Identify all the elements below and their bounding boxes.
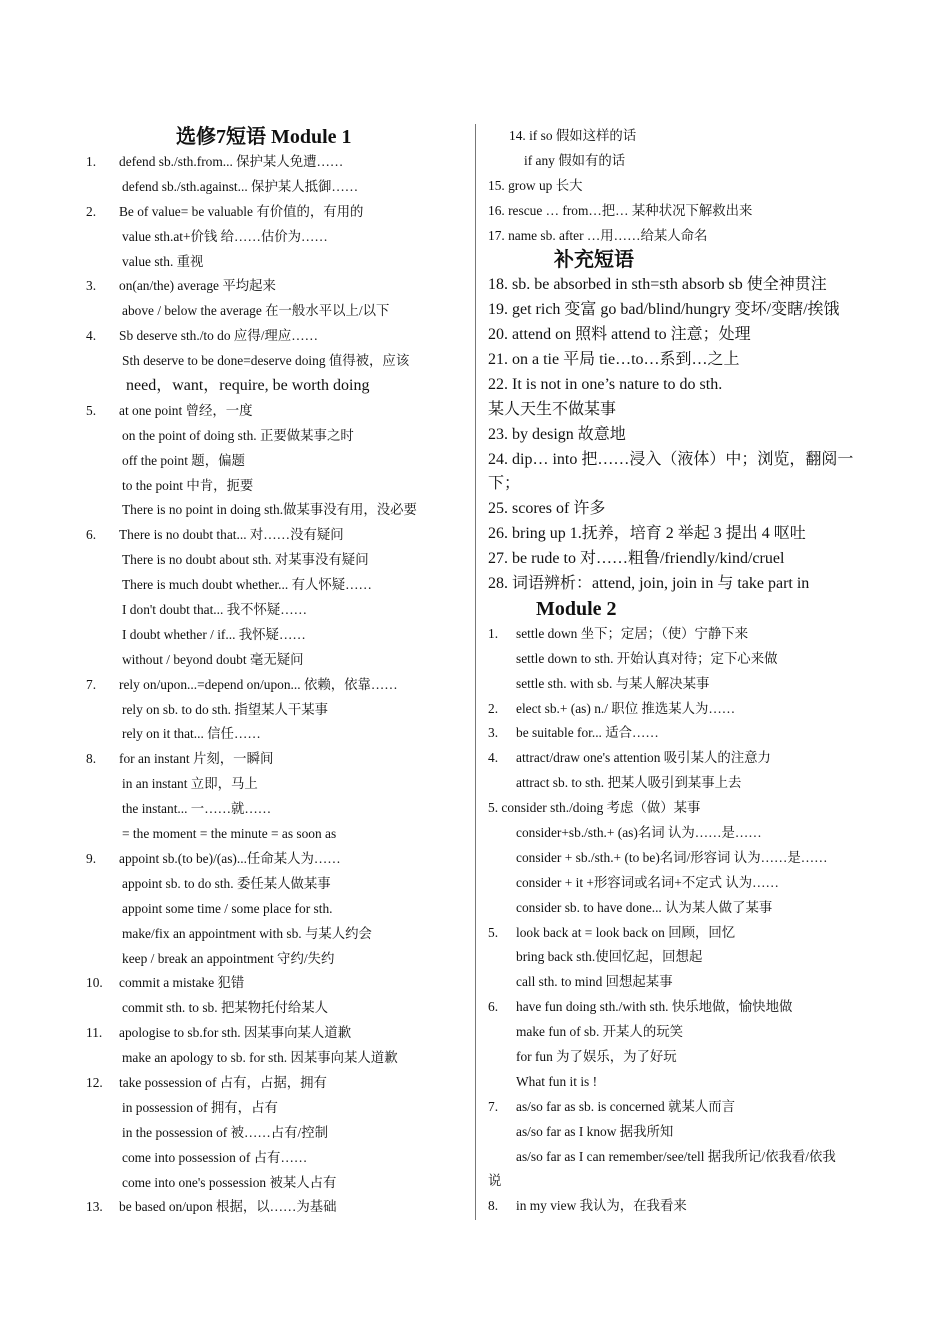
right-line <box>488 846 868 871</box>
phrase-text: rely on/upon...=depend on/upon... 依赖，依靠…… <box>119 676 398 692</box>
left-line <box>86 847 468 872</box>
phrase-text: There is no doubt that... 对……没有疑问 <box>119 527 344 543</box>
phrase-text: rely on it that... 信任…… <box>122 726 261 742</box>
phrase-text: to the point 中肯，扼要 <box>122 477 254 493</box>
right-line <box>488 1070 868 1095</box>
item-number: 3. <box>488 725 499 741</box>
right-line <box>488 1095 868 1120</box>
phrase-text: I doubt whether / if... 我怀疑…… <box>122 626 306 642</box>
left-line <box>86 1171 468 1196</box>
phrase-text: consider + it +形容词或名词+不定式 认为…… <box>516 874 779 890</box>
left-line <box>86 947 468 972</box>
phrase-text: come into possession of 占有…… <box>122 1149 308 1165</box>
right-line <box>488 746 868 771</box>
left-line <box>86 772 468 797</box>
right-line <box>488 373 868 398</box>
right-line <box>488 572 868 597</box>
phrase-text: 26. bring up 1.抚养，培育 2 举起 3 提出 4 呕吐 <box>488 525 806 543</box>
phrase-text: appoint some time / some place for sth. <box>122 900 333 916</box>
left-line <box>86 722 468 747</box>
right-line <box>488 697 868 722</box>
left-line <box>86 598 468 623</box>
left-line <box>86 349 468 374</box>
phrase-text: off the point 题，偏题 <box>122 452 245 468</box>
phrase-text: 21. on a tie 平局 tie…to…系到…之上 <box>488 351 740 369</box>
phrase-text: 16. rescue … from…把… 某种状况下解救出来 <box>488 202 753 218</box>
phrase-text: 17. name sb. after …用……给某人命名 <box>488 227 708 243</box>
phrase-text: attract sb. to sth. 把某人吸引到某事上去 <box>516 775 742 791</box>
phrase-text: consider+sb./sth.+ (as)名词 认为……是…… <box>516 824 762 840</box>
phrase-text: make an apology to sb. for sth. 因某事向某人道歉 <box>122 1050 398 1066</box>
phrase-text: 22. It is not in one’s nature to do sth. <box>488 375 723 393</box>
right-line <box>488 1145 868 1170</box>
column-divider <box>475 124 476 1220</box>
left-line <box>86 474 468 499</box>
phrase-text: be based on/upon 根据，以……为基础 <box>119 1199 337 1215</box>
right-line <box>488 1020 868 1045</box>
right-line <box>488 522 868 547</box>
phrase-text: Sth deserve to be done=deserve doing 值得被，应该 <box>122 353 410 369</box>
phrase-text: at one point 曾经，一度 <box>119 402 253 418</box>
phrase-text: be suitable for... 适合…… <box>516 725 659 741</box>
right-line <box>488 273 868 298</box>
right-line <box>488 323 868 348</box>
item-number: 5. <box>86 402 97 418</box>
phrase-text: make fun of sb. 开某人的玩笑 <box>516 1024 683 1040</box>
phrase-text: 24. dip… into 把……浸入（液体）中；浏览，翻阅一下； <box>488 450 854 493</box>
phrase-text: above / below the average 在一般水平以上/以下 <box>122 303 390 319</box>
item-number: 6. <box>488 999 499 1015</box>
right-line <box>488 423 868 448</box>
phrase-text: There is no point in doing sth.做某事没有用，没必要 <box>122 502 417 518</box>
phrase-text: 20. attend on 照料 attend to 注意；处理 <box>488 326 751 344</box>
right-line <box>488 199 868 224</box>
item-number: 4. <box>86 328 97 344</box>
item-number: 2. <box>86 203 97 219</box>
phrase-text: have fun doing sth./with sth. 快乐地做，愉快地做 <box>516 999 793 1015</box>
item-number: 11. <box>86 1025 103 1041</box>
phrase-text: settle down 坐下；定居；（使）宁静下来 <box>516 625 749 641</box>
right-line <box>488 896 868 921</box>
left-line <box>86 797 468 822</box>
left-column <box>86 124 468 1220</box>
left-line <box>86 971 468 996</box>
right-column <box>488 124 868 1219</box>
right-line <box>488 124 868 149</box>
left-line <box>86 498 468 523</box>
phrase-text: Be of value= be valuable 有价值的，有用的 <box>119 203 364 219</box>
right-line <box>488 448 868 498</box>
phrase-text: without / beyond doubt 毫无疑问 <box>122 651 304 667</box>
phrase-text: 14. if so 假如这样的话 <box>509 128 637 143</box>
left-line <box>86 1146 468 1171</box>
right-line <box>488 921 868 946</box>
phrase-text: keep / break an appointment 守约/失约 <box>122 950 335 966</box>
phrase-text: as/so far as I can remember/see/tell 据我所记/依我看/依我 <box>516 1148 836 1164</box>
left-line <box>86 150 468 175</box>
phrase-text: 18. sb. be absorbed in sth=sth absorb sb 使全神贯注 <box>488 276 827 294</box>
phrase-text: commit sth. to sb. 把某物托付给某人 <box>122 1000 329 1016</box>
left-line <box>86 1046 468 1071</box>
phrase-text: apologise to sb.for sth. 因某事向某人道歉 <box>119 1025 352 1041</box>
left-line <box>86 822 468 847</box>
left-line <box>86 897 468 922</box>
right-line <box>488 174 868 199</box>
right-line <box>488 149 868 174</box>
phrase-text: 补充短语 <box>554 249 634 272</box>
phrase-text: bring back sth.使回忆起，回想起 <box>516 949 703 965</box>
right-line <box>488 945 868 970</box>
left-line <box>86 573 468 598</box>
item-number: 9. <box>86 850 97 866</box>
phrase-text: value sth.at+价钱 给……估价为…… <box>122 228 328 244</box>
right-line <box>488 622 868 647</box>
left-line <box>86 1071 468 1096</box>
left-line <box>86 1121 468 1146</box>
phrase-text: 某人天生不做某事 <box>488 400 617 418</box>
right-line <box>488 796 868 821</box>
item-number: 10. <box>86 975 103 991</box>
phrase-text: as/so far as sb. is concerned 就某人而言 <box>516 1098 736 1114</box>
phrase-text: the instant... 一……就…… <box>122 801 272 817</box>
phrase-text: in an instant 立即，马上 <box>122 776 258 792</box>
phrase-text: What fun it is ! <box>516 1073 598 1089</box>
left-line <box>86 872 468 897</box>
item-number: 3. <box>86 278 97 294</box>
left-line <box>86 747 468 772</box>
phrase-text: 说 <box>488 1173 502 1189</box>
left-line <box>86 449 468 474</box>
item-number: 8. <box>488 1198 499 1214</box>
phrase-text: for fun 为了娱乐，为了好玩 <box>516 1048 677 1064</box>
right-line <box>488 1045 868 1070</box>
phrase-text: defend sb./sth.from... 保护某人免遭…… <box>119 154 344 169</box>
right-line <box>488 871 868 896</box>
right-line <box>488 1194 868 1219</box>
left-line <box>86 424 468 449</box>
item-number: 7. <box>488 1098 499 1114</box>
phrase-text: on the point of doing sth. 正要做某事之时 <box>122 427 354 443</box>
phrase-text: take possession of 占有，占据，拥有 <box>119 1074 327 1090</box>
phrase-text: 23. by design 故意地 <box>488 425 626 443</box>
right-line <box>488 771 868 796</box>
left-line <box>86 299 468 324</box>
left-line <box>86 698 468 723</box>
left-line <box>86 673 468 698</box>
phrase-text: Sb deserve sth./to do 应得/理应…… <box>119 328 318 344</box>
phrase-text: 19. get rich 变富 go bad/blind/hungry 变坏/变瞎/挨饿 <box>488 301 840 319</box>
phrase-text: if any 假如有的话 <box>524 152 626 168</box>
phrase-text: need，want，require, be worth doing <box>122 377 370 395</box>
right-line <box>488 497 868 522</box>
phrase-text: 15. grow up 长大 <box>488 177 583 193</box>
phrase-text: 选修7短语 Module 1 <box>176 126 352 148</box>
item-number: 1. <box>488 625 499 641</box>
left-line <box>86 1195 468 1220</box>
phrase-text: = the moment = the minute = as soon as <box>122 826 337 842</box>
left-line <box>86 200 468 225</box>
phrase-text: commit a mistake 犯错 <box>119 975 245 991</box>
right-line <box>488 248 868 273</box>
phrase-text: 27. be rude to 对……粗鲁/friendly/kind/cruel <box>488 550 785 568</box>
left-line <box>86 1021 468 1046</box>
phrase-text: in the possession of 被……占有/控制 <box>122 1124 329 1140</box>
right-line <box>488 1120 868 1145</box>
item-number: 13. <box>86 1199 103 1215</box>
phrase-text: consider + sb./sth.+ (to be)名词/形容词 认为……是…… <box>516 849 828 865</box>
phrase-text: There is much doubt whether... 有人怀疑…… <box>122 577 372 593</box>
phrase-text: appoint sb. to do sth. 委任某人做某事 <box>122 875 331 891</box>
phrase-text: come into one's possession 被某人占有 <box>122 1174 337 1190</box>
right-line <box>488 995 868 1020</box>
left-line <box>86 548 468 573</box>
phrase-text: 25. scores of 许多 <box>488 500 606 518</box>
item-number: 6. <box>86 527 97 543</box>
phrase-text: defend sb./sth.against... 保护某人抵御…… <box>122 178 359 194</box>
phrase-text: rely on sb. to do sth. 指望某人干某事 <box>122 701 329 717</box>
left-line <box>86 175 468 200</box>
phrase-text: as/so far as I know 据我所知 <box>516 1123 674 1139</box>
phrase-text: settle down to sth. 开始认真对待；定下心来做 <box>516 650 778 666</box>
phrase-text: for an instant 片刻，一瞬间 <box>119 751 274 767</box>
phrase-text: There is no doubt about sth. 对某事没有疑问 <box>122 552 369 568</box>
left-line <box>86 225 468 250</box>
phrase-text: on(an/the) average 平均起来 <box>119 278 276 294</box>
left-line <box>86 996 468 1021</box>
right-line <box>488 298 868 323</box>
left-line <box>86 274 468 299</box>
item-number: 12. <box>86 1074 103 1090</box>
right-line <box>488 547 868 572</box>
item-number: 5. <box>488 924 499 940</box>
phrase-text: elect sb.+ (as) n./ 职位 推选某人为…… <box>516 700 736 716</box>
item-number: 8. <box>86 751 97 767</box>
phrase-text: consider sb. to have done... 认为某人做了某事 <box>516 899 773 915</box>
phrase-text: I don't doubt that... 我不怀疑…… <box>122 602 308 618</box>
right-line <box>488 821 868 846</box>
left-line <box>86 124 468 150</box>
right-line <box>488 597 868 622</box>
left-line <box>86 250 468 275</box>
right-line <box>488 647 868 672</box>
phrase-text: settle sth. with sb. 与某人解决某事 <box>516 675 710 691</box>
phrase-text: appoint sb.(to be)/(as)...任命某人为…… <box>119 850 341 866</box>
phrase-text: value sth. 重视 <box>122 253 204 269</box>
left-line <box>86 1096 468 1121</box>
left-line <box>86 523 468 548</box>
item-number: 7. <box>86 676 97 692</box>
right-line <box>488 1169 868 1194</box>
phrase-text: call sth. to mind 回想起某事 <box>516 974 673 990</box>
phrase-text: 28. 词语辨析：attend, join, join in 与 take part in <box>488 575 810 593</box>
right-line <box>488 398 868 423</box>
right-line <box>488 672 868 697</box>
right-line <box>488 224 868 249</box>
phrase-text: attract/draw one's attention 吸引某人的注意力 <box>516 750 771 766</box>
left-line <box>86 922 468 947</box>
right-line <box>488 970 868 995</box>
phrase-text: 5. consider sth./doing 考虑（做）某事 <box>488 800 701 816</box>
item-number: 2. <box>488 700 499 716</box>
phrase-text: look back at = look back on 回顾，回忆 <box>516 924 736 940</box>
left-line <box>86 623 468 648</box>
phrase-text: make/fix an appointment with sb. 与某人约会 <box>122 925 372 941</box>
right-line <box>488 721 868 746</box>
phrase-text: in my view 我认为，在我看来 <box>516 1198 687 1214</box>
phrase-text: Module 2 <box>536 597 617 620</box>
item-number: 1. <box>86 154 97 169</box>
left-line <box>86 648 468 673</box>
right-line <box>488 348 868 373</box>
left-line <box>86 399 468 424</box>
phrase-text: in possession of 拥有，占有 <box>122 1099 278 1115</box>
item-number: 4. <box>488 750 499 766</box>
left-line <box>86 374 468 399</box>
left-line <box>86 324 468 349</box>
